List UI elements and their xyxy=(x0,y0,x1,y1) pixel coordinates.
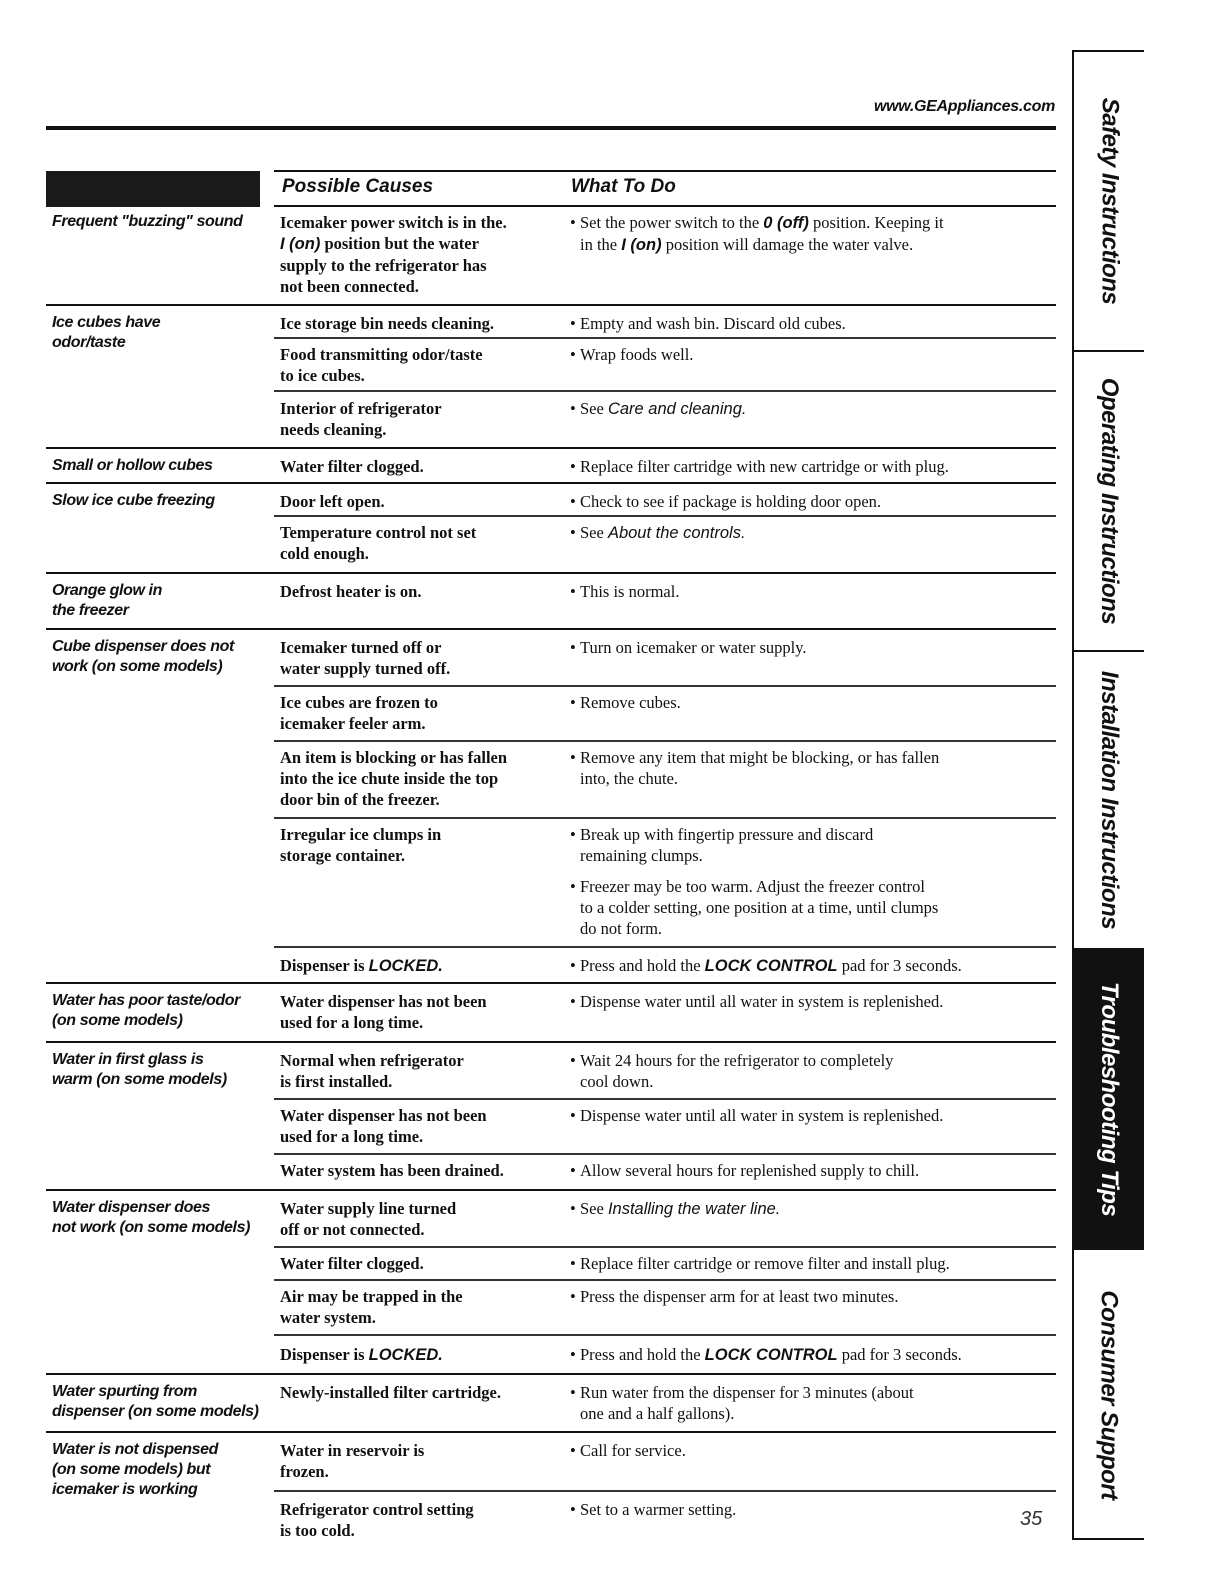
todo-row: • Press and hold the LOCK CONTROL pad for 3 seconds. xyxy=(570,956,962,975)
cause-row: Water supply line turned off or not connected. xyxy=(280,1199,457,1239)
cause-row: Icemaker power switch is in the. I (on) position but the water supply to the refrigerator has not been connected. xyxy=(280,213,507,296)
problem-buzzing-sound: Frequent "buzzing" sound xyxy=(52,213,243,230)
todo-row: • See About the controls. xyxy=(570,523,746,542)
todo-row: • Dispense water until all water in system is replenished. xyxy=(570,992,944,1011)
cause-row: Ice storage bin needs cleaning. xyxy=(280,314,495,333)
problem-water-spurting: Water spurting from dispenser (on some models) xyxy=(52,1383,259,1420)
problem-slow-freezing: Slow ice cube freezing xyxy=(52,492,215,509)
cause-row: Refrigerator control setting is too cold. xyxy=(280,1500,474,1540)
cause-divider xyxy=(274,817,1056,819)
cause-divider xyxy=(274,1490,1056,1492)
cause-row: Dispenser is LOCKED. xyxy=(280,1345,443,1364)
todo-row: • Dispense water until all water in system is replenished. xyxy=(570,1106,944,1125)
row-divider xyxy=(46,1373,1056,1375)
cause-divider xyxy=(274,1098,1056,1100)
todo-row: • Empty and wash bin. Discard old cubes. xyxy=(570,314,846,333)
cause-divider xyxy=(274,1334,1056,1336)
cause-row: Water system has been drained. xyxy=(280,1161,504,1180)
todo-row: • Set to a warmer setting. xyxy=(570,1500,737,1519)
row-divider xyxy=(46,628,1056,630)
cause-divider xyxy=(274,1246,1056,1248)
todo-row: • Set the power switch to the 0 (off) position. Keeping it in the I (on) position will damage the water valve. xyxy=(570,213,944,254)
cause-row: Door left open. xyxy=(280,492,385,511)
cause-row: Air may be trapped in the water system. xyxy=(280,1287,463,1327)
cause-divider xyxy=(274,740,1056,742)
problem-water-taste: Water has poor taste/odor (on some models) xyxy=(52,992,240,1029)
todo-row: • Allow several hours for replenished supply to chill. xyxy=(570,1161,920,1180)
column-header-bottom-rule xyxy=(274,205,1056,207)
row-divider xyxy=(46,572,1056,574)
cause-row: Water dispenser has not been used for a long time. xyxy=(280,1106,487,1146)
todo-row: • Run water from the dispenser for 3 minutes (about one and a half gallons). xyxy=(570,1383,914,1423)
todo-row: • Wrap foods well. xyxy=(570,345,694,364)
problem-warm-first-glass: Water in first glass is warm (on some models) xyxy=(52,1051,227,1088)
cause-row: Normal when refrigerator is first installed. xyxy=(280,1051,464,1091)
cause-row: Water filter clogged. xyxy=(280,1254,424,1273)
cause-row: An item is blocking or has fallen into the ice chute inside the top door bin of the freezer. xyxy=(280,748,508,809)
tab-troubleshooting-tips[interactable]: Troubleshooting Tips xyxy=(1074,950,1144,1250)
cause-row: Water filter clogged. xyxy=(280,457,424,476)
problem-orange-glow: Orange glow in the freezer xyxy=(52,582,162,619)
todo-row: • Call for service. xyxy=(570,1441,686,1460)
what-to-do-header: What To Do xyxy=(571,176,676,197)
cause-divider xyxy=(274,1279,1056,1281)
header-rule xyxy=(46,126,1056,130)
tab-consumer-support[interactable]: Consumer Support xyxy=(1096,1290,1123,1500)
cause-row: Interior of refrigerator needs cleaning. xyxy=(280,399,442,439)
todo-row: • Replace filter cartridge or remove filter and install plug. xyxy=(570,1254,950,1273)
todo-row: • Turn on icemaker or water supply. xyxy=(570,638,807,657)
todo-row: • Freezer may be too warm. Adjust the freezer control to a colder setting, one position at a time, until clumps do not form. xyxy=(570,877,939,938)
row-divider xyxy=(46,482,1056,484)
problem-water-not-dispensed: Water is not dispensed (on some models) but icemaker is working xyxy=(52,1441,219,1498)
row-divider xyxy=(46,1041,1056,1043)
todo-row: • This is normal. xyxy=(570,582,680,601)
todo-row: • See Care and cleaning. xyxy=(570,399,747,418)
cause-divider xyxy=(274,390,1056,392)
problem-cube-dispenser: Cube dispenser does not work (on some models) xyxy=(52,638,234,675)
problem-small-cubes: Small or hollow cubes xyxy=(52,457,213,474)
todo-row: • Check to see if package is holding door open. xyxy=(570,492,882,511)
todo-row: • Break up with fingertip pressure and discard remaining clumps. xyxy=(570,825,874,865)
website-url: www.GEAppliances.com xyxy=(873,98,1055,115)
cause-row: Icemaker turned off or water supply turned off. xyxy=(280,638,451,678)
row-divider xyxy=(46,1431,1056,1433)
cause-divider xyxy=(274,515,1056,517)
todo-row: • Press and hold the LOCK CONTROL pad for 3 seconds. xyxy=(570,1345,962,1364)
todo-row: • Remove cubes. xyxy=(570,693,681,712)
todo-row: • Press the dispenser arm for at least two minutes. xyxy=(570,1287,899,1306)
section-sidebar xyxy=(1072,50,1144,1540)
cause-row: Defrost heater is on. xyxy=(280,582,422,601)
cause-divider xyxy=(274,1153,1056,1155)
todo-row: • Replace filter cartridge with new cartridge or with plug. xyxy=(570,457,949,476)
cause-divider xyxy=(274,685,1056,687)
cause-row: Water in reservoir is frozen. xyxy=(280,1441,425,1481)
cause-row: Temperature control not set cold enough. xyxy=(280,523,477,563)
page-number: 35 xyxy=(1020,1508,1043,1530)
cause-row: Irregular ice clumps in storage container. xyxy=(280,825,442,865)
todo-row: • See Installing the water line. xyxy=(570,1199,781,1218)
todo-row: • Wait 24 hours for the refrigerator to completely cool down. xyxy=(570,1051,894,1091)
row-divider xyxy=(46,447,1056,449)
todo-row: • Remove any item that might be blocking, or has fallen into, the chute. xyxy=(570,748,940,788)
cause-row: Food transmitting odor/taste to ice cubes. xyxy=(280,345,483,385)
cause-divider xyxy=(274,946,1056,948)
problem-water-dispenser: Water dispenser does not work (on some models) xyxy=(52,1199,251,1236)
cause-row: Water dispenser has not been used for a long time. xyxy=(280,992,487,1032)
cause-row: Ice cubes are frozen to icemaker feeler arm. xyxy=(280,693,438,733)
cause-row: Dispenser is LOCKED. xyxy=(280,956,443,975)
row-divider xyxy=(46,1189,1056,1191)
problem-ice-odor: Ice cubes have odor/taste xyxy=(52,314,161,351)
tab-installation-instructions[interactable]: Installation Instructions xyxy=(1074,652,1144,950)
tab-safety-instructions[interactable]: Safety Instructions xyxy=(1074,52,1144,352)
column-header-top-rule xyxy=(274,170,1056,172)
row-divider xyxy=(46,982,1056,984)
cause-divider xyxy=(274,337,1056,339)
possible-causes-header: Possible Causes xyxy=(282,176,434,197)
tab-operating-instructions[interactable]: Operating Instructions xyxy=(1074,352,1144,652)
problem-column-header-block xyxy=(46,171,260,207)
row-divider xyxy=(46,304,1056,306)
cause-row: Newly-installed filter cartridge. xyxy=(280,1383,502,1402)
